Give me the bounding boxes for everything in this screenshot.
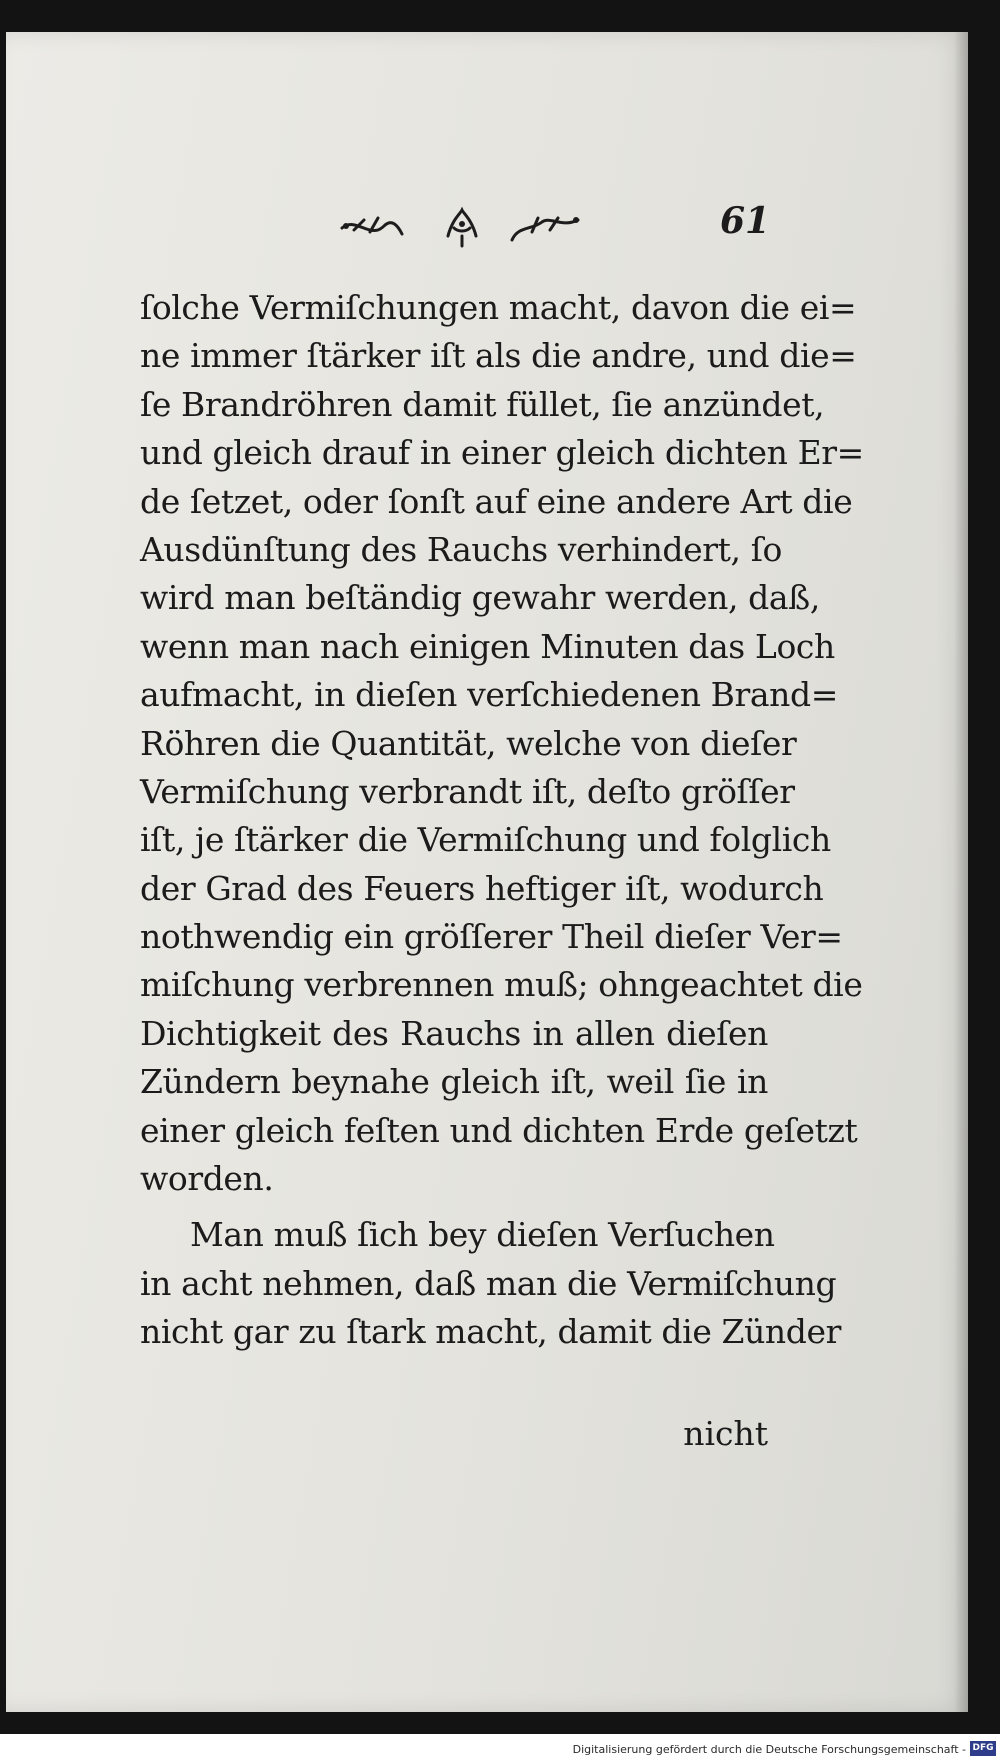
page-edge-shadow [954,32,968,1712]
book-page [6,32,968,1712]
page-number: 61 [720,200,771,242]
dfg-logo-icon: DFG [970,1741,996,1756]
text-line: Man muß ſich bey dieſen Verſuchen [190,1215,775,1255]
page-header [6,200,968,260]
text-line: ſolche Vermiſchungen macht, davon die ei= [140,288,857,327]
text-line: wird man beſtändig gewahr werden, daß, [140,578,820,618]
text-line: Vermiſchung verbrandt iſt, deſto gröſſer [140,771,795,811]
text-line: iſt, je ſtärker die Vermiſchung und folglich [140,820,831,860]
text-line: einer gleich feſten und dichten Erde geſetzt [140,1110,858,1150]
text-line: aufmacht, in dieſen verſchiedenen Brand= [140,675,838,715]
catchword: nicht [683,1414,768,1453]
text-line: Röhren die Quantität, welche von dieſer [140,723,797,763]
text-line: miſchung verbrennen muß; ohngeachtet die [140,965,863,1005]
text-line: Dichtigkeit des Rauchs in allen dieſen [140,1013,768,1053]
text-line: de ſetzet, oder ſonſt auf eine andere Art die [140,481,853,521]
text-line: in acht nehmen, daß man die Vermiſchung [140,1263,837,1303]
text-line: der Grad des Feuers heftiger iſt, wodurch [140,868,824,908]
main-text-block [140,284,864,1357]
text-line: wenn man nach einigen Minuten das Loch [140,626,835,666]
text-line: und gleich drauf in einer gleich dichten Er= [140,433,864,473]
text-line: Zündern beynahe gleich iſt, weil ſie in [140,1062,768,1102]
text-line: nicht gar zu ſtark macht, damit die Zünder [140,1312,841,1352]
printer-ornament-icon [336,206,586,250]
text-line: ne immer ſtärker iſt als die andre, und die= [140,336,857,376]
text-line: ſe Brandröhren damit füllet, ſie anzündet, [140,384,825,424]
text-line: worden. [140,1159,274,1199]
digitization-footer [0,1734,1000,1760]
footer-credit: Digitalisierung gefördert durch die Deutsche Forschungsgemeinschaft - [572,1743,966,1756]
text-line: nothwendig ein gröſſerer Theil dieſer Ver= [140,917,843,957]
text-line: Ausdünſtung des Rauchs verhindert, ſo [140,529,782,569]
